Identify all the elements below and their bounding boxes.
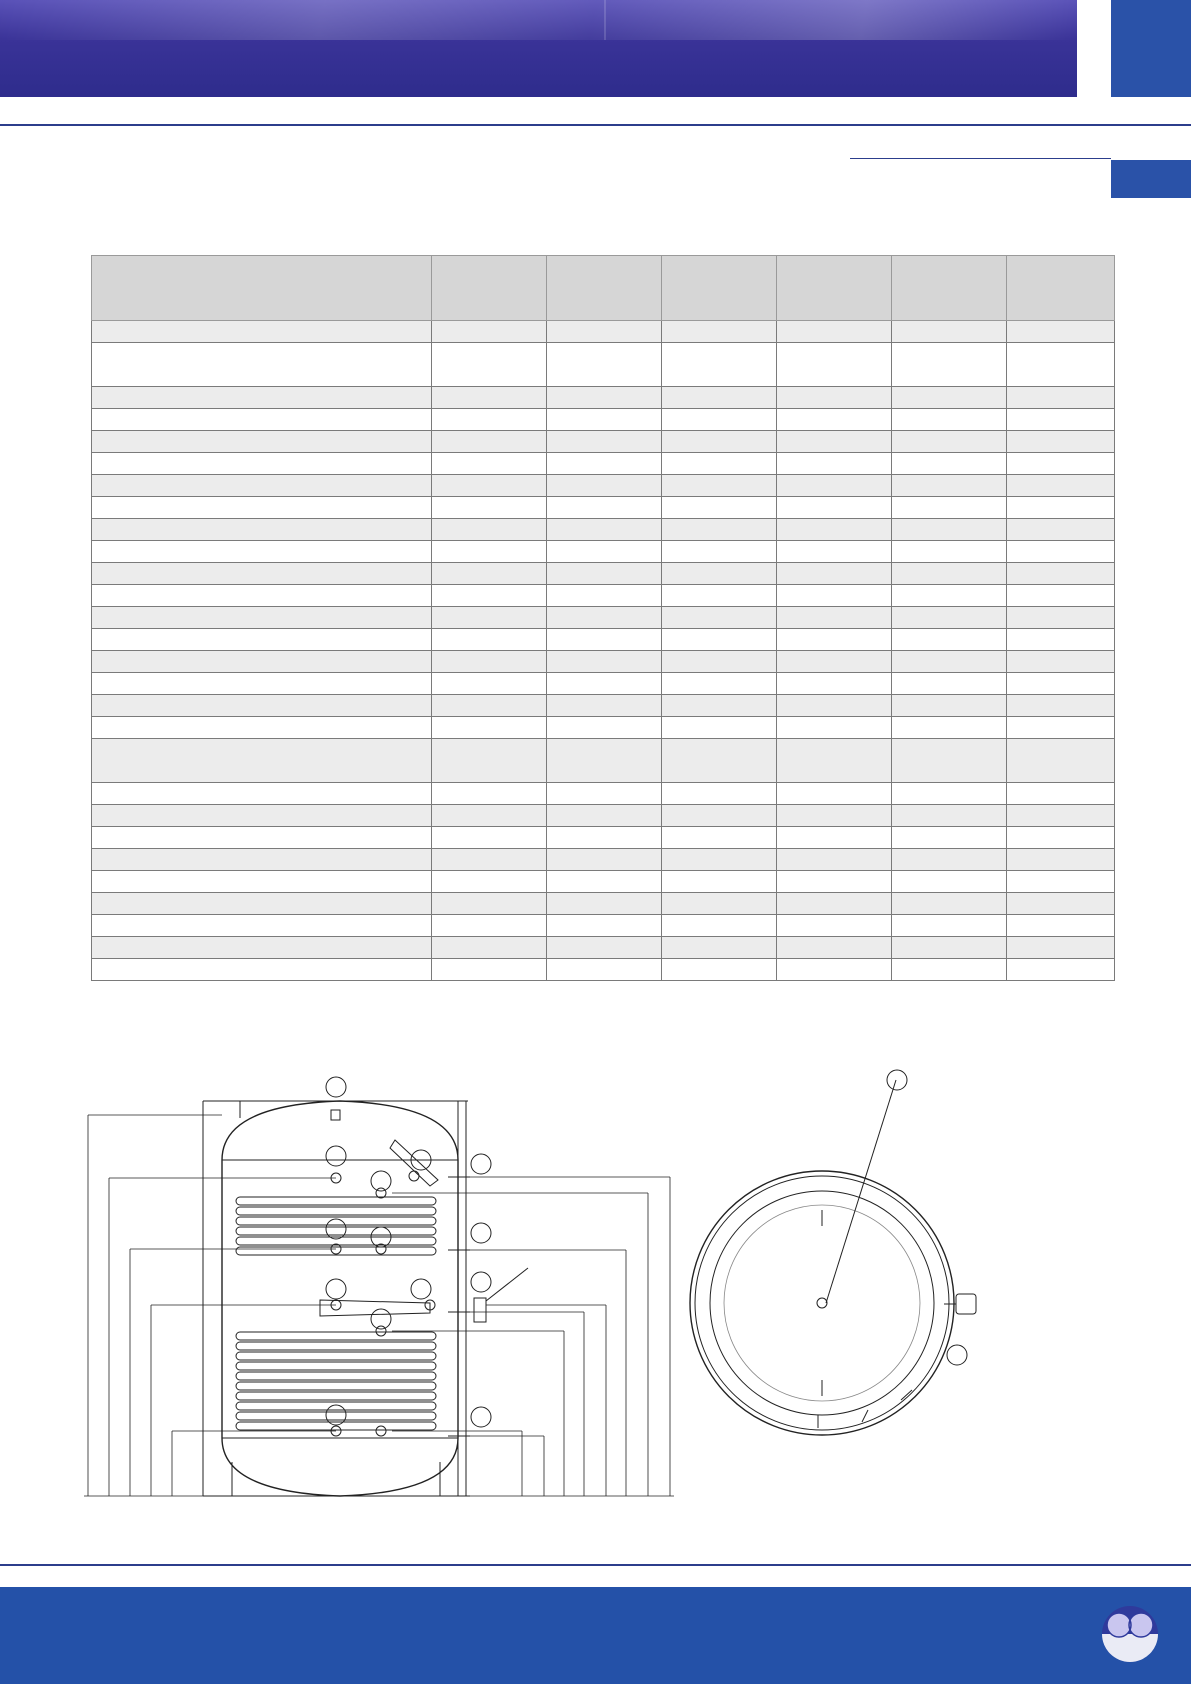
- value-cell: [892, 717, 1007, 739]
- value-cell: [547, 717, 662, 739]
- row-label-cell: [92, 453, 432, 475]
- value-cell: [892, 431, 1007, 453]
- row-label-cell: [92, 871, 432, 893]
- value-cell: [432, 519, 547, 541]
- value-cell: [777, 321, 892, 343]
- value-cell: [1007, 783, 1115, 805]
- table-row: [92, 519, 1115, 541]
- value-cell: [547, 321, 662, 343]
- value-cell: [432, 453, 547, 475]
- value-cell: [892, 827, 1007, 849]
- value-cell: [547, 783, 662, 805]
- dimension-lines-left: [84, 1115, 336, 1496]
- value-cell: [432, 409, 547, 431]
- value-cell: [777, 673, 892, 695]
- value-cell: [777, 783, 892, 805]
- value-cell: [892, 541, 1007, 563]
- value-cell: [547, 871, 662, 893]
- value-cell: [432, 893, 547, 915]
- row-label-cell: [92, 673, 432, 695]
- value-cell: [662, 343, 777, 387]
- row-label-cell: [92, 827, 432, 849]
- column-header: [892, 256, 1007, 321]
- value-cell: [777, 959, 892, 981]
- value-cell: [547, 541, 662, 563]
- company-logo-icon: [1100, 1603, 1160, 1665]
- value-cell: [432, 783, 547, 805]
- row-label-cell: [92, 519, 432, 541]
- row-label-cell: [92, 805, 432, 827]
- value-cell: [547, 849, 662, 871]
- value-cell: [777, 343, 892, 387]
- value-cell: [662, 409, 777, 431]
- value-cell: [777, 937, 892, 959]
- value-cell: [1007, 893, 1115, 915]
- value-cell: [432, 915, 547, 937]
- row-label-cell: [92, 937, 432, 959]
- table-row: [92, 585, 1115, 607]
- value-cell: [662, 497, 777, 519]
- value-cell: [1007, 519, 1115, 541]
- value-cell: [547, 651, 662, 673]
- table-row: [92, 805, 1115, 827]
- lower-coil: [236, 1332, 436, 1430]
- value-cell: [432, 607, 547, 629]
- value-cell: [1007, 453, 1115, 475]
- value-cell: [892, 321, 1007, 343]
- value-cell: [432, 541, 547, 563]
- value-cell: [662, 871, 777, 893]
- column-header: [662, 256, 777, 321]
- value-cell: [892, 783, 1007, 805]
- value-cell: [662, 959, 777, 981]
- value-cell: [547, 585, 662, 607]
- value-cell: [777, 387, 892, 409]
- value-cell: [662, 893, 777, 915]
- value-cell: [777, 739, 892, 783]
- value-cell: [547, 519, 662, 541]
- value-cell: [432, 849, 547, 871]
- value-cell: [662, 849, 777, 871]
- row-label-cell: [92, 321, 432, 343]
- value-cell: [547, 695, 662, 717]
- value-cell: [432, 431, 547, 453]
- table-row: [92, 673, 1115, 695]
- value-cell: [892, 453, 1007, 475]
- table-row: [92, 849, 1115, 871]
- value-cell: [892, 387, 1007, 409]
- value-cell: [777, 827, 892, 849]
- value-cell: [892, 497, 1007, 519]
- row-label-cell: [92, 541, 432, 563]
- value-cell: [547, 431, 662, 453]
- value-cell: [892, 673, 1007, 695]
- table-row: [92, 343, 1115, 387]
- value-cell: [1007, 409, 1115, 431]
- value-cell: [547, 739, 662, 783]
- value-cell: [432, 343, 547, 387]
- value-cell: [662, 475, 777, 497]
- value-cell: [777, 475, 892, 497]
- table-row: [92, 409, 1115, 431]
- value-cell: [547, 629, 662, 651]
- value-cell: [892, 409, 1007, 431]
- value-cell: [432, 673, 547, 695]
- value-cell: [777, 585, 892, 607]
- value-cell: [547, 563, 662, 585]
- value-cell: [777, 629, 892, 651]
- value-cell: [1007, 849, 1115, 871]
- row-label-cell: [92, 695, 432, 717]
- value-cell: [1007, 959, 1115, 981]
- value-cell: [432, 321, 547, 343]
- column-header: [432, 256, 547, 321]
- value-cell: [432, 937, 547, 959]
- row-label-cell: [92, 717, 432, 739]
- value-cell: [662, 651, 777, 673]
- table-row: [92, 387, 1115, 409]
- value-cell: [432, 475, 547, 497]
- value-cell: [662, 453, 777, 475]
- table-row: [92, 453, 1115, 475]
- value-cell: [547, 915, 662, 937]
- value-cell: [892, 959, 1007, 981]
- value-cell: [432, 959, 547, 981]
- header-accent-block: [1111, 0, 1191, 97]
- value-cell: [777, 497, 892, 519]
- value-cell: [547, 805, 662, 827]
- value-cell: [1007, 497, 1115, 519]
- value-cell: [777, 805, 892, 827]
- value-cell: [892, 849, 1007, 871]
- row-label-cell: [92, 563, 432, 585]
- table-row: [92, 607, 1115, 629]
- table-row: [92, 717, 1115, 739]
- row-label-cell: [92, 849, 432, 871]
- value-cell: [547, 959, 662, 981]
- value-cell: [892, 695, 1007, 717]
- value-cell: [777, 849, 892, 871]
- header-banner: [0, 0, 1077, 97]
- row-label-cell: [92, 783, 432, 805]
- value-cell: [432, 827, 547, 849]
- row-label-cell: [92, 959, 432, 981]
- table-row: [92, 651, 1115, 673]
- value-cell: [777, 519, 892, 541]
- value-cell: [892, 651, 1007, 673]
- value-cell: [1007, 739, 1115, 783]
- spec-table-header: [92, 256, 1115, 321]
- section-rule: [850, 158, 1111, 159]
- value-cell: [662, 915, 777, 937]
- value-cell: [662, 783, 777, 805]
- row-label-cell: [92, 893, 432, 915]
- value-cell: [1007, 475, 1115, 497]
- row-label-cell: [92, 475, 432, 497]
- tank-top-view: [690, 1070, 976, 1435]
- value-cell: [432, 695, 547, 717]
- value-cell: [1007, 431, 1115, 453]
- value-cell: [777, 607, 892, 629]
- value-cell: [892, 937, 1007, 959]
- value-cell: [432, 563, 547, 585]
- column-header: [777, 256, 892, 321]
- value-cell: [662, 387, 777, 409]
- value-cell: [777, 717, 892, 739]
- value-cell: [547, 937, 662, 959]
- footer-rule: [0, 1564, 1191, 1566]
- column-header: [1007, 256, 1115, 321]
- table-row: [92, 629, 1115, 651]
- value-cell: [432, 585, 547, 607]
- table-row: [92, 915, 1115, 937]
- value-cell: [777, 651, 892, 673]
- value-cell: [892, 343, 1007, 387]
- value-cell: [547, 827, 662, 849]
- value-cell: [1007, 541, 1115, 563]
- value-cell: [777, 695, 892, 717]
- header-rule: [0, 124, 1191, 126]
- table-row: [92, 783, 1115, 805]
- value-cell: [662, 673, 777, 695]
- value-cell: [777, 453, 892, 475]
- value-cell: [1007, 629, 1115, 651]
- value-cell: [662, 541, 777, 563]
- value-cell: [662, 937, 777, 959]
- upper-coil: [236, 1197, 436, 1255]
- table-row: [92, 959, 1115, 981]
- value-cell: [1007, 937, 1115, 959]
- value-cell: [662, 431, 777, 453]
- value-cell: [892, 915, 1007, 937]
- row-label-cell: [92, 387, 432, 409]
- table-row: [92, 541, 1115, 563]
- row-label-cell: [92, 629, 432, 651]
- value-cell: [777, 563, 892, 585]
- value-cell: [1007, 871, 1115, 893]
- value-cell: [662, 827, 777, 849]
- value-cell: [1007, 915, 1115, 937]
- footer-band: [0, 1587, 1191, 1684]
- value-cell: [777, 409, 892, 431]
- table-row: [92, 893, 1115, 915]
- row-label-cell: [92, 431, 432, 453]
- header-divider: [604, 0, 606, 40]
- value-cell: [662, 805, 777, 827]
- table-row: [92, 475, 1115, 497]
- value-cell: [432, 651, 547, 673]
- value-cell: [1007, 651, 1115, 673]
- value-cell: [1007, 805, 1115, 827]
- technical-drawing: [0, 1060, 1191, 1520]
- value-cell: [432, 739, 547, 783]
- table-row: [92, 739, 1115, 783]
- value-cell: [547, 607, 662, 629]
- value-cell: [432, 805, 547, 827]
- section-tab-block: [1111, 160, 1191, 198]
- table-row: [92, 937, 1115, 959]
- value-cell: [432, 717, 547, 739]
- row-label-cell: [92, 585, 432, 607]
- value-cell: [892, 871, 1007, 893]
- header-sheen: [0, 0, 1077, 40]
- value-cell: [432, 629, 547, 651]
- value-cell: [662, 739, 777, 783]
- value-cell: [1007, 673, 1115, 695]
- value-cell: [1007, 343, 1115, 387]
- value-cell: [777, 871, 892, 893]
- value-cell: [432, 387, 547, 409]
- value-cell: [662, 321, 777, 343]
- value-cell: [892, 805, 1007, 827]
- value-cell: [1007, 607, 1115, 629]
- value-cell: [547, 475, 662, 497]
- value-cell: [777, 541, 892, 563]
- value-cell: [547, 673, 662, 695]
- value-cell: [1007, 585, 1115, 607]
- table-row: [92, 695, 1115, 717]
- row-label-cell: [92, 497, 432, 519]
- row-label-cell: [92, 651, 432, 673]
- value-cell: [662, 519, 777, 541]
- column-header: [547, 256, 662, 321]
- value-cell: [662, 695, 777, 717]
- value-cell: [1007, 717, 1115, 739]
- value-cell: [662, 585, 777, 607]
- value-cell: [777, 431, 892, 453]
- value-cell: [892, 563, 1007, 585]
- value-cell: [662, 607, 777, 629]
- value-cell: [892, 519, 1007, 541]
- value-cell: [662, 629, 777, 651]
- value-cell: [892, 607, 1007, 629]
- table-row: [92, 827, 1115, 849]
- value-cell: [892, 475, 1007, 497]
- table-row: [92, 871, 1115, 893]
- row-label-cell: [92, 409, 432, 431]
- value-cell: [777, 893, 892, 915]
- tank-side-view: [203, 1101, 528, 1496]
- value-cell: [432, 497, 547, 519]
- value-cell: [1007, 387, 1115, 409]
- column-header: [92, 256, 432, 321]
- value-cell: [547, 343, 662, 387]
- value-cell: [892, 585, 1007, 607]
- value-cell: [1007, 321, 1115, 343]
- value-cell: [662, 717, 777, 739]
- row-label-cell: [92, 607, 432, 629]
- row-label-cell: [92, 343, 432, 387]
- row-label-cell: [92, 915, 432, 937]
- value-cell: [547, 387, 662, 409]
- table-row: [92, 497, 1115, 519]
- value-cell: [892, 893, 1007, 915]
- row-label-cell: [92, 739, 432, 783]
- value-cell: [547, 497, 662, 519]
- value-cell: [1007, 695, 1115, 717]
- value-cell: [547, 453, 662, 475]
- value-cell: [1007, 563, 1115, 585]
- value-cell: [777, 915, 892, 937]
- table-row: [92, 431, 1115, 453]
- value-cell: [892, 629, 1007, 651]
- value-cell: [662, 563, 777, 585]
- value-cell: [547, 409, 662, 431]
- spec-table-body: [92, 321, 1115, 981]
- spec-table: [91, 255, 1115, 981]
- value-cell: [892, 739, 1007, 783]
- value-cell: [1007, 827, 1115, 849]
- table-row: [92, 563, 1115, 585]
- table-row: [92, 321, 1115, 343]
- value-cell: [432, 871, 547, 893]
- value-cell: [547, 893, 662, 915]
